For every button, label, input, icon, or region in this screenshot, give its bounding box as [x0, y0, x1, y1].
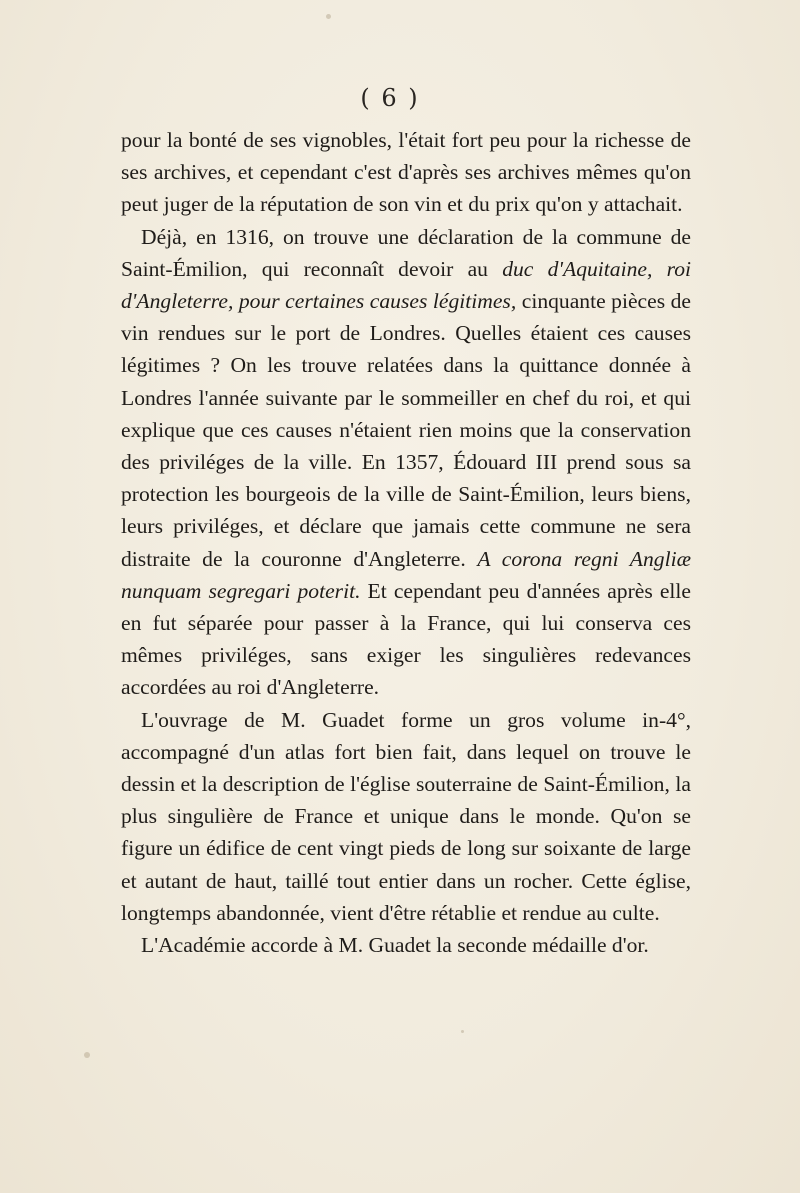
- text-segment: cinquante pièces de vin rendues sur le port de Londres. Quelles étaient ces causes légitimes ? On les trouve relatées dans la quittance donnée à Londres l'année suivante par le sommeiller en chef du roi, et qui explique que ces causes n'étaient rien moins que la conservation des priviléges de la ville. En 1357, Édouard III prend sous sa protection les bourgeois de la ville de Saint-Émilion, leurs biens, leurs priviléges, et déclare que jamais cette commune ne sera distraite de la couronne d'Angleterre.: [121, 289, 692, 571]
- paragraph: L'Académie accorde à M. Guadet la seconde médaille d'or.: [141, 933, 649, 958]
- page-number: ( 6 ): [360, 84, 420, 112]
- foxing-spot: [326, 14, 331, 19]
- text-segment: Et cependant peu d'années après elle en fut séparée pour passer à la France, qui lui conserva ces mêmes priviléges, sans exiger les singulières redevances accordées au roi d'Angleterre.: [121, 578, 691, 700]
- paragraph: L'ouvrage de M. Guadet forme un gros volume in-4°, accompagné d'un atlas fort bien fait, dans lequel on trouve le dessin et la description de l'église souterraine de Saint-Émilion, la plus singulière de France et unique dans le monde. Qu'on se figure un édifice de cent vingt pieds de long sur soixante de large et autant de haut, taillé tout entier dans un rocher. Cette église, longtemps abandonnée, vient d'être rétablie et rendue au culte.: [121, 707, 691, 925]
- latin-quote: A corona regni Angliæ nunquam segregari poterit.: [121, 546, 691, 603]
- body-text: [121, 124, 691, 961]
- text-segment: Déjà, en 1316, on trouve une déclaration de la commune de Saint-Émilion, qui reconnaît devoir au: [121, 224, 691, 281]
- paragraph: pour la bonté de ses vignobles, l'était fort peu pour la richesse de ses archives, et cependant c'est d'après ses archives mêmes qu'on peut juger de la réputation de son vin et du prix qu'on y attachait.: [121, 128, 691, 217]
- italic-segment: duc d'Aquitaine, roi d'Angleterre, pour certaines causes légitimes,: [121, 256, 691, 314]
- paragraph: [121, 221, 691, 704]
- foxing-spot: [461, 1030, 464, 1033]
- foxing-spot: [84, 1052, 90, 1058]
